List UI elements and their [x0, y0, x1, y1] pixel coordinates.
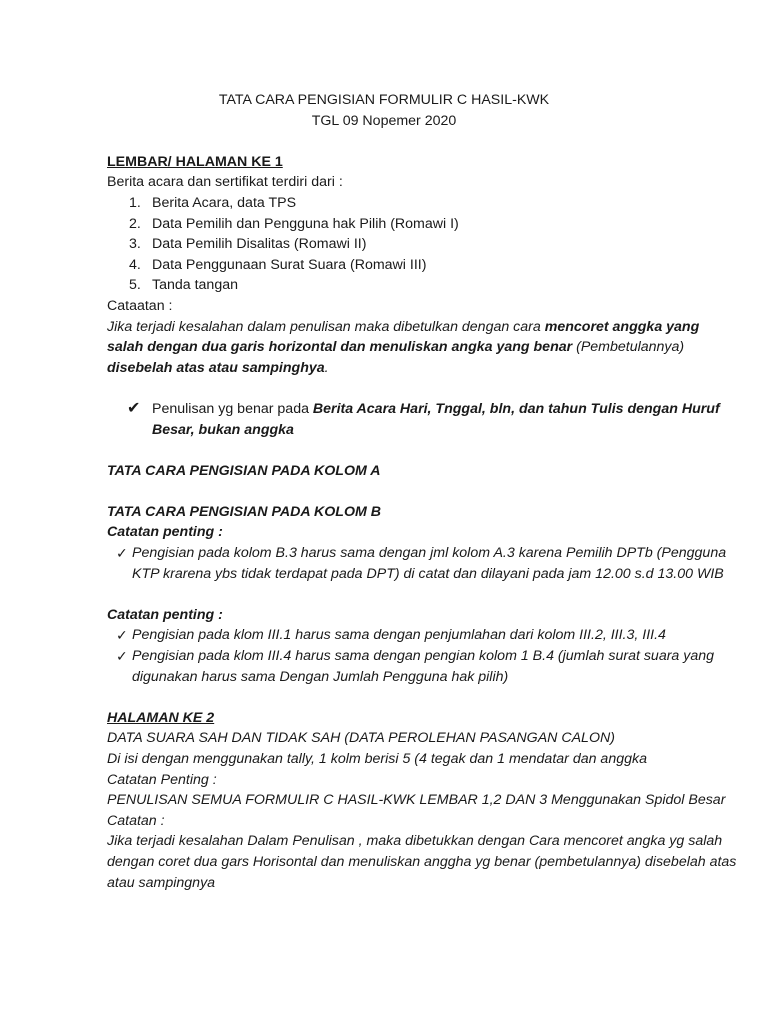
list-item-number: 5.: [129, 277, 141, 294]
check-text-plain: Penulisan yg benar pada: [152, 400, 313, 417]
list-item: [107, 275, 737, 296]
section1-note-paragraph: [107, 317, 737, 379]
note-text-bold: hya: [300, 359, 325, 376]
section1-list: [107, 193, 737, 296]
list-item: [107, 234, 737, 255]
note-text-bold: mencoret anggka yang salah dengan dua garis horizontal dan menuliskan angka yang benar: [107, 318, 700, 356]
list-item-number: 2.: [129, 215, 141, 232]
check-item-text: Pengisian pada klom III.4 harus sama dengan pengian kolom 1 B.4 (jumlah surat suara yang digunakan harus sama Dengan Jumlah Pengguna hak pilih): [132, 648, 715, 685]
check-text-bold: Berita Acara Hari, Tnggal, bln, dan tahun Tulis dengan Huruf Besar, bukan anggka: [152, 400, 720, 438]
checkmark-icon: ✔: [127, 399, 141, 417]
section2-line: Catatan :: [107, 812, 165, 829]
note-text-bold: disebelah atas atau samping: [107, 359, 301, 376]
checkmark-icon: ✓: [116, 627, 128, 644]
section2-line: PENULISAN SEMUA FORMULIR C HASIL-KWK LEMBAR 1,2 DAN 3 Menggunakan Spidol Besar: [107, 792, 726, 809]
note-text-plain: (Pembetulannya): [572, 339, 685, 356]
section1-heading: LEMBAR/ HALAMAN KE 1: [107, 153, 283, 170]
list-item: [107, 193, 737, 214]
section2-line: Jika terjadi kesalahan Dalam Penulisan , maka dibetukkan dengan Cara mencoret angka yg salah dengan coret dua gars Horisontal dan menuliskan anggha yg benar (pembetulannya) disebelah atas atau sampingnya: [107, 833, 737, 891]
list-item-number: 4.: [129, 256, 141, 273]
kolom-b-note1-label: Catatan penting :: [107, 524, 223, 541]
list-item-text: Data Pemilih Disalitas (Romawi II): [152, 236, 367, 253]
section2-line: DATA SUARA SAH DAN TIDAK SAH (DATA PEROLEHAN PASANGAN CALON): [107, 730, 615, 747]
section2-heading: HALAMAN KE 2: [107, 709, 215, 726]
document-date: TGL 09 Nopemer 2020: [311, 112, 457, 129]
kolom-a-heading: TATA CARA PENGISIAN PADA KOLOM A: [107, 462, 381, 479]
list-item: [107, 255, 737, 276]
kolom-b-note2-item: [107, 646, 737, 687]
list-item-number: 1.: [129, 194, 141, 211]
document-header: [0, 90, 768, 131]
kolom-b-note1-item: [107, 543, 737, 584]
kolom-b-heading: TATA CARA PENGISIAN PADA KOLOM B: [107, 503, 382, 520]
section1-intro: Berita acara dan sertifikat terdiri dari :: [107, 174, 343, 191]
document-page: [107, 90, 737, 893]
note-text-plain: Jika terjadi kesalahan dalam penulisan maka dibetulkan dengan cara: [107, 318, 545, 335]
list-item-text: Data Penggunaan Surat Suara (Romawi III): [152, 256, 427, 273]
kolom-b-note2-item: [107, 625, 737, 646]
list-item-text: Berita Acara, data TPS: [152, 194, 297, 211]
list-item-number: 3.: [129, 236, 141, 253]
note-text-end: .: [324, 359, 329, 376]
check-item-text: Pengisian pada kolom B.3 harus sama dengan jml kolom A.3 karena Pemilih DPTb (Pengguna KTP krarena ybs tidak terdapat pada DPT) di catat dan dilayani pada jam 12.00 s.d 13.00 WIB: [132, 545, 727, 582]
list-item-text: Tanda tangan: [152, 277, 238, 294]
list-item: [107, 214, 737, 235]
checkmark-icon: ✓: [116, 648, 128, 665]
section2-line: Catatan Penting :: [107, 771, 217, 788]
kolom-b-note2-label: Catatan penting :: [107, 606, 223, 623]
section1-note-label: Cataatan :: [107, 297, 173, 314]
check-item-text: Pengisian pada klom III.1 harus sama dengan penjumlahan dari kolom III.2, III.3, III.4: [132, 627, 666, 644]
section2-line: Di isi dengan menggunakan tally, 1 kolm berisi 5 (4 tegak dan 1 mendatar dan anggka: [107, 751, 647, 767]
checkmark-icon: ✓: [116, 545, 128, 562]
section1-check-item: [107, 399, 737, 440]
list-item-text: Data Pemilih dan Pengguna hak Pilih (Romawi I): [152, 215, 459, 232]
document-title: TATA CARA PENGISIAN FORMULIR C HASIL-KWK: [218, 92, 550, 108]
